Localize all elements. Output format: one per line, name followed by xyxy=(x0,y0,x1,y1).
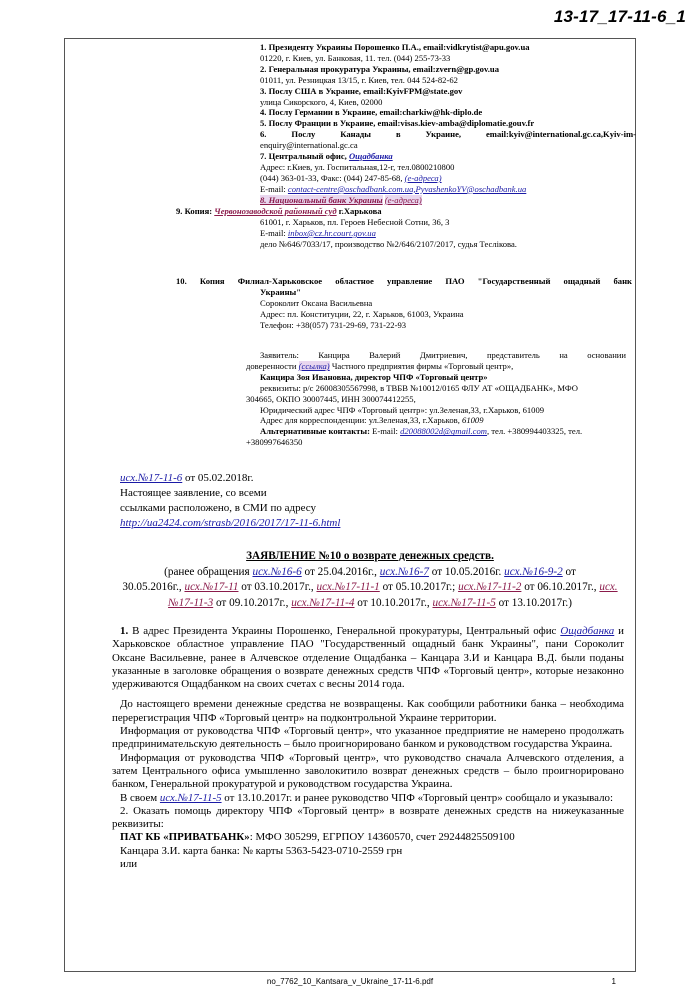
applicant-phone-2: +380997646350 xyxy=(246,437,303,448)
recipient-3-address: улица Сикорского, 4, Киев, 02000 xyxy=(260,96,383,107)
prev-link-16-6[interactable]: исх.№16-6 xyxy=(252,565,302,578)
paragraph-1: 1. В адрес Президента Украины Порошенко, Генеральной прокуратуры, Центральный офис Ощадбанка и Харьковское областное управление ПАО "Государственный ощадный банк Украины", пани Сороколит Оксане Васильевне, ранее в Алчевское отделение Ощадбанка – Канцара З.И и Канцара В.Д. были поданы указанные в заголовке обращения о возврате денежных средств ЧПФ «Торговый центр», которые незаконно удерживаются Ощадбанком на своих счетах с весны 2014 года. xyxy=(112,625,624,691)
nbu-link[interactable]: 8. Национальный банк Украины xyxy=(260,194,383,205)
power-of-attorney-label: доверенности xyxy=(246,360,299,371)
recipient-2-address: 01011, ул. Резницкая 13/15, г. Киев, тел. 044 524-82-62 xyxy=(260,74,458,85)
page-number: 1 xyxy=(611,977,616,986)
recipient-6: 6. Послу Канады в Украине, email:kyiv@international.gc.ca,Kyiv-im- xyxy=(260,129,636,140)
applicant-block xyxy=(246,350,626,448)
oschadbank-body-link[interactable]: Ощадбанка xyxy=(560,625,615,637)
footer-filename: no_7762_10_Kantsara_v_Ukraine_17-11-6.pdf xyxy=(266,977,434,986)
court-block xyxy=(176,206,636,250)
paragraph-6: 2. Оказать помощь директору ЧПФ «Торговый центр» в возврате денежных средств на нижеуказанные реквизиты: xyxy=(112,804,624,831)
oschadbank-email-link[interactable]: contact-centre@oschadbank.com.ua,PyvashenkoYV@oschadbank.ua xyxy=(287,183,527,194)
statement-title xyxy=(120,549,620,611)
paragraph-7: ПАТ КБ «ПРИВАТБАНК»: МФО 305299, ЕГРПОУ 14360570, счет 29244825509100 xyxy=(120,831,515,844)
prev-link-17-11[interactable]: исх.№17-11 xyxy=(184,581,239,593)
prev-link-17-11-5[interactable]: исх.№17-11-5 xyxy=(432,596,496,609)
alt-email-label: E-mail: xyxy=(372,426,401,437)
company-name: Частного предприятия фирмы «Торговый центр», xyxy=(329,360,514,371)
ref-17-11-5-link[interactable]: исх.№17-11-5 xyxy=(159,791,222,804)
copy-10-address: Адрес: пл. Конституции, 22, г. Харьков, 61003, Украина xyxy=(260,308,464,319)
media-url-link[interactable]: http://ua2424.com/strasb/2016/2017/17-11-6.html xyxy=(120,517,341,529)
privatbank-name: ПАТ КБ «ПРИВАТБАНК» xyxy=(120,831,250,844)
recipients-block xyxy=(260,42,636,206)
copy-10-title-cont: Украины" xyxy=(260,286,302,297)
paragraph-8: Канцара З.И. карта банка: № карты 5363-5423-0710-2559 грн xyxy=(120,844,403,857)
prev-link-17-11-1[interactable]: исх.№17-11-1 xyxy=(316,581,380,593)
paragraph-4: Информация от руководства ЧПФ «Торговый центр», что руководство сначала Алчевского отделения, а затем Центрального офиса умышленно заволокитило возврат денежных средств – было проигнорировано банком, Генеральной прокуратурой и руководством государства Украина. xyxy=(112,751,624,791)
recipient-4: 4. Послу Германии в Украине, email:charkiw@hk-diplo.de xyxy=(260,107,483,118)
court-email-link[interactable]: inbox@cz.hr.court.gov.ua xyxy=(287,227,376,238)
copy-10-title: 10. Копия Филиал-Харьковское областное управление ПАО "Государственный ощадный банк xyxy=(176,276,632,286)
applicant-email-link[interactable]: d20088002d@gmail.com xyxy=(400,426,487,437)
prev-link-17-11-2[interactable]: исх.№17-11-2 xyxy=(458,581,522,593)
paragraph-9: или xyxy=(120,858,138,871)
court-email-label: E-mail: xyxy=(260,227,288,238)
prev-link-17-11-4[interactable]: исх.№17-11-4 xyxy=(291,596,355,609)
ref-link[interactable]: исх.№17-11-6 xyxy=(120,472,183,484)
legal-address: Юридический адрес ЧПФ «Торговый центр»: ул.Зеленая,33, г.Харьков, 61009 xyxy=(260,404,545,415)
ref-note-1: Настоящее заявление, со всеми xyxy=(120,487,267,499)
prev-link-16-9-2[interactable]: исх.№16-9-2 xyxy=(504,565,563,578)
oschadbank-kharkiv-block xyxy=(176,276,632,331)
court-link[interactable]: Червонозаводской районный суд xyxy=(214,206,337,216)
paragraph-5: В своем исх.№17-11-5 от 13.10.2017г. и ранее руководство ЧПФ «Торговый центр» сообщало и указывало: xyxy=(120,791,613,804)
prev-link-ish[interactable]: исх. xyxy=(599,581,618,593)
copy-10-phone: Телефон: +38(057) 731-29-69, 731-22-93 xyxy=(260,319,407,330)
ref-note-2: ссылками расположено, в СМИ по адресу xyxy=(120,502,317,514)
bank-details: реквизиты: р/с 26008305567998, в ТВБВ №10012/0165 ФЛУ АТ «ОЩАДБАНК», МФО xyxy=(260,382,578,393)
prev-link-16-7[interactable]: исх.№16-7 xyxy=(379,565,429,578)
recipient-3: 3. Послу США в Украине, email:KyivFPM@state.gov xyxy=(260,85,463,96)
court-copy-label: 9. Копия: xyxy=(176,206,215,216)
codes: 304665, ОКПО 30007445, ИНН 300074412255, xyxy=(246,393,416,404)
copy-10-person: Сороколит Оксана Васильевна xyxy=(260,297,373,308)
recipient-7-phones: (044) 363-01-33, Факс: (044) 247-85-68, xyxy=(260,172,405,183)
nbu-e-address-link[interactable]: (е-адреса) xyxy=(384,194,422,205)
recipient-2: 2. Генеральная прокуратура Украины, email:zvern@gp.gov.ua xyxy=(260,63,500,74)
alt-contacts-label: Альтернативные контакты: xyxy=(260,426,373,437)
prev-link-17-11-3[interactable]: №17-11-3 xyxy=(168,596,214,609)
power-of-attorney-link[interactable]: (ссылка) xyxy=(298,360,330,371)
ref-date: от 05.02.2018г. xyxy=(182,472,254,484)
recipient-6-email: enquiry@international.gc.ca xyxy=(260,140,358,151)
court-case: дело №646/7033/17, производство №2/646/2107/2017, судья Теслікова. xyxy=(260,238,517,249)
previous-requests: (ранее обращения исх.№16-6 от 25.04.2016г., исх.№16-7 от 10.05.2016г. исх.№16-9-2 от 30.05.2016г., исх.№17-11 от 03.10.2017г., исх.№17-11-1 от 05.10.2017г.; исх.№17-11-2 от 06.10.2017г., исх. №17-11-3 от 09.10.2017г., исх.№17-11-4 от 10.10.2017г., исх.№17-11-5 от 13.10.2017г.) xyxy=(122,565,618,609)
statement-heading: ЗАЯВЛЕНИЕ №10 о возврате денежных средств. xyxy=(246,550,494,562)
recipient-1: 1. Президенту Украины Порошенко П.А., email:vidkrytist@apu.gov.ua xyxy=(260,42,530,52)
court-city: г.Харькова xyxy=(336,206,382,216)
e-address-link[interactable]: (е-адреса) xyxy=(404,172,442,183)
mail-postcode: 61009 xyxy=(462,415,484,426)
mail-address: Адрес для корреспонденции: ул.Зеленая,33, г.Харьков, xyxy=(260,415,463,426)
oschadbank-link[interactable]: Ощадбанка xyxy=(348,151,393,162)
recipient-5: 5. Послу Франции в Украине, email:visas.kiev-amba@diplomatie.gouv.fr xyxy=(260,118,535,129)
recipient-7: 7. Центральный офис, xyxy=(260,151,349,162)
paragraph-2: До настоящего времени денежные средства не возвращены. Как сообщили работники банка – необходима перерегистрация ЧПФ «Торговый центр» на подконтрольной Украине территории. xyxy=(112,698,624,724)
paragraph-3: Информация от руководства ЧПФ «Торговый центр», что указанное предприятие не намерено продолжать предпринимательскую деятельность – было проигнорировано банком и руководством государства Украина. xyxy=(112,725,624,751)
applicant-phone: , тел. +380994403325, тел. xyxy=(486,426,583,437)
statement-body xyxy=(112,625,624,871)
outgoing-reference xyxy=(120,471,340,531)
email-label: E-mail: xyxy=(260,183,288,194)
court-address: 61001, г. Харьков, пл. Героев Небесной Сотни, 36, 3 xyxy=(260,216,450,227)
recipient-1-address: 01220, г. Киев, ул. Банковая, 11. тел. (044) 255-73-33 xyxy=(260,52,451,63)
recipient-7-address: Адрес: г.Киев, ул. Госпитальная,12-г, тел.0800210800 xyxy=(260,161,455,172)
applicant-line-1: Заявитель: Канцира Валерий Дмитриевич, представитель на основании xyxy=(260,350,626,360)
document-code: 13-17_17-11-6_1 xyxy=(553,7,686,26)
director-name: Канцира Зоя Ивановна, директор ЧПФ «Торговый центр» xyxy=(260,371,488,382)
